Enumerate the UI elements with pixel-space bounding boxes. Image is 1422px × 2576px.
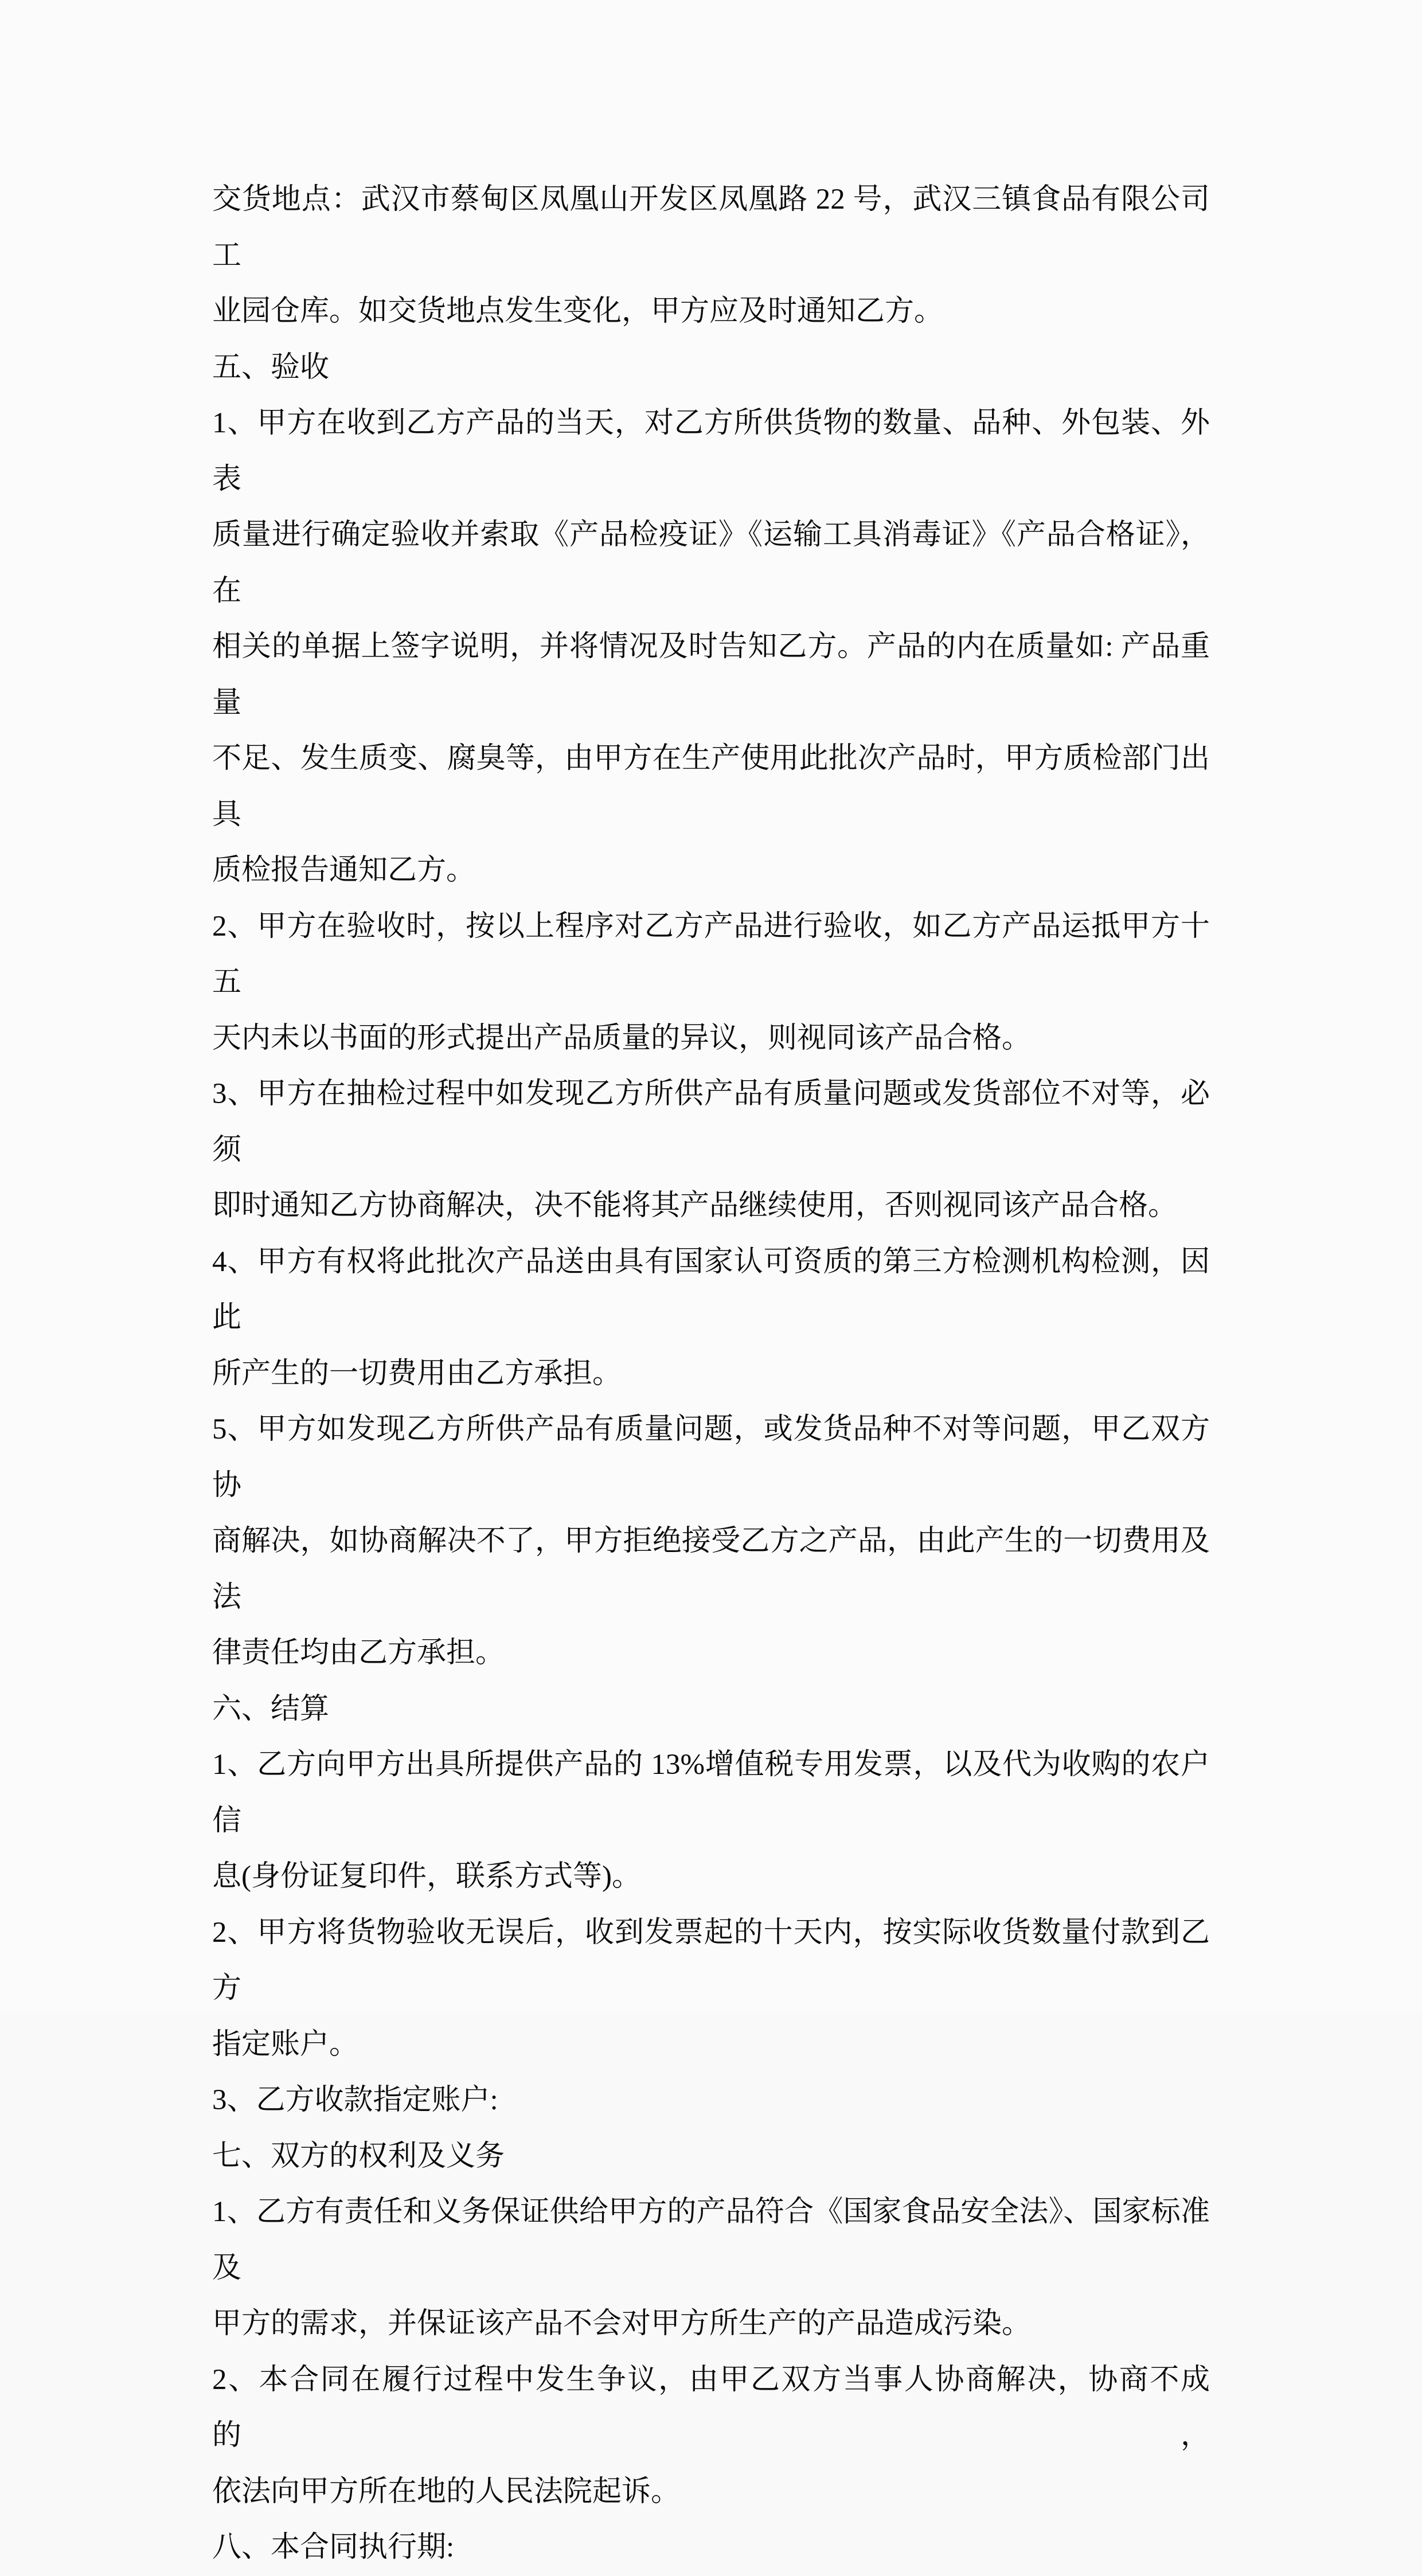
document-line: 商解决，如协商解决不了，甲方拒绝接受乙方之产品，由此产生的一切费用及法 <box>212 1525 1210 1613</box>
document-line: 1、甲方在收到乙方产品的当天，对乙方所供货物的数量、品种、外包装、外表 <box>212 407 1210 495</box>
contract-body <box>212 172 1210 2576</box>
document-line: 天内未以书面的形式提出产品质量的异议，则视同该产品合格。 <box>212 1022 1032 1054</box>
document-line: 五、验收 <box>212 351 330 384</box>
document-line: 六、结算 <box>212 1692 330 1725</box>
document-line: 不足、发生质变、腐臭等，由甲方在生产使用此批次产品时，甲方质检部门出具 <box>212 742 1210 831</box>
document-line: 2、甲方将货物验收无误后，收到发票起的十天内，按实际收货数量付款到乙方 <box>212 1916 1210 2004</box>
document-line: 2、本合同在履行过程中发生争议，由甲乙双方当事人协商解决，协商不成的， <box>212 2363 1210 2452</box>
document-line: 质检报告通知乙方。 <box>212 854 476 886</box>
document-line: 4、甲方有权将此批次产品送由具有国家认可资质的第三方检测机构检测，因此 <box>212 1245 1210 1334</box>
document-line: 3、甲方在抽检过程中如发现乙方所供产品有质量问题或发货部位不对等，必须 <box>212 1078 1210 1166</box>
document-line: 3、乙方收款指定账户: <box>212 2084 498 2116</box>
document-line: 即时通知乙方协商解决，决不能将其产品继续使用，否则视同该产品合格。 <box>212 1190 1178 1222</box>
document-line: 所产生的一切费用由乙方承担。 <box>212 1357 622 1390</box>
document-line: 指定账户。 <box>212 2028 359 2061</box>
document-line: 八、本合同执行期: <box>212 2531 455 2563</box>
document-line: 息(身份证复印件，联系方式等)。 <box>212 1860 641 1893</box>
document-line: 律责任均由乙方承担。 <box>212 1637 505 1669</box>
document-line: 业园仓库。如交货地点发生变化，甲方应及时通知乙方。 <box>212 295 944 327</box>
document-line: 1、乙方向甲方出具所提供产品的 13%增值税专用发票，以及代为收购的农户信 <box>212 1749 1210 1837</box>
document-line: 1、乙方有责任和义务保证供给甲方的产品符合《国家食品安全法》、国家标准及 <box>212 2196 1210 2284</box>
document-line: 交货地点：武汉市蔡甸区凤凰山开发区凤凰路 22 号，武汉三镇食品有限公司工 <box>212 183 1210 272</box>
document-line: 2、甲方在验收时，按以上程序对乙方产品进行验收，如乙方产品运抵甲方十五 <box>212 910 1210 998</box>
document-line: 相关的单据上签字说明，并将情况及时告知乙方。产品的内在质量如: 产品重量 <box>212 631 1210 719</box>
document-line: 质量进行确定验收并索取《产品检疫证》《运输工具消毒证》《产品合格证》，在 <box>212 519 1210 607</box>
document-line: 甲方的需求，并保证该产品不会对甲方所生产的产品造成污染。 <box>212 2308 1032 2340</box>
document-line: 七、双方的权利及义务 <box>212 2140 505 2172</box>
document-line: 5、甲方如发现乙方所供产品有质量问题，或发货品种不对等问题，甲乙双方协 <box>212 1413 1210 1502</box>
document-line: 依法向甲方所在地的人民法院起诉。 <box>212 2475 681 2508</box>
